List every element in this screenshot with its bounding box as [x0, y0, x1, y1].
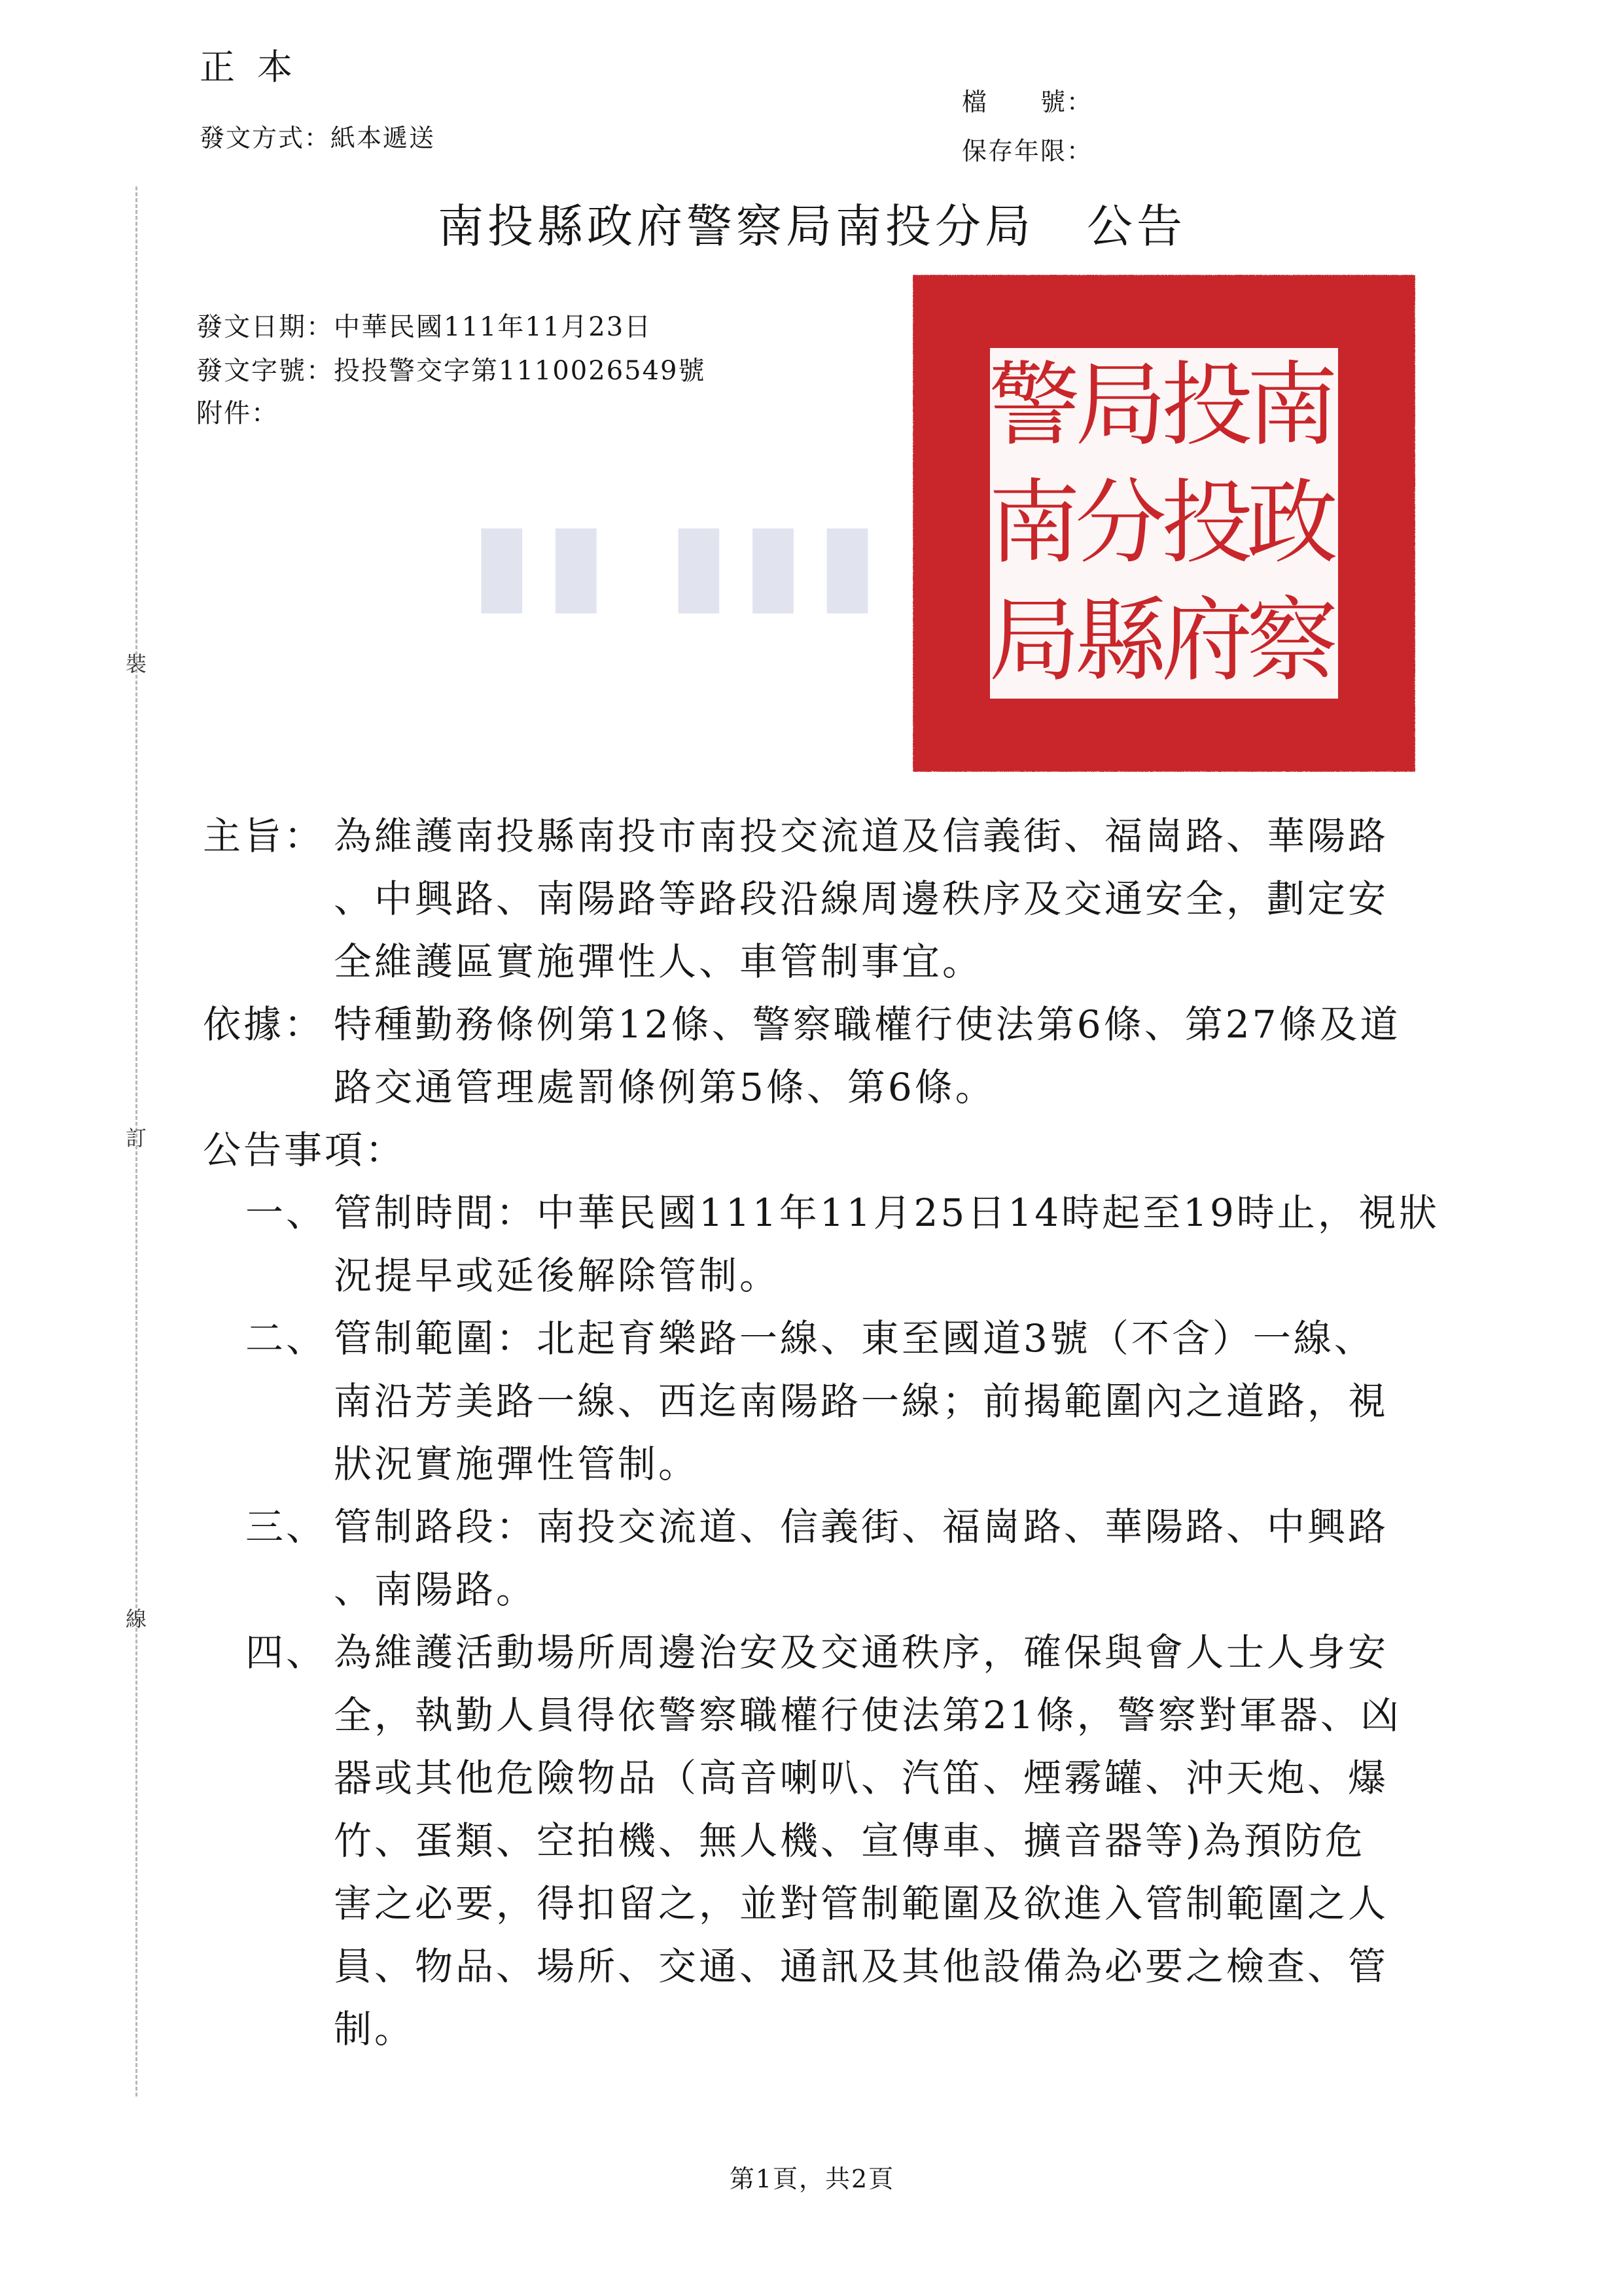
- agency-name: 南投縣政府警察局南投分局: [438, 200, 1034, 253]
- official-seal: [913, 275, 1415, 772]
- binding-mark-2: 訂: [126, 1126, 147, 1151]
- faint-stamp-smudge: ▮▮ ▮▮▮: [471, 497, 891, 627]
- delivery-method: 發文方式：紙本遞送: [200, 124, 436, 152]
- subject-label: 主旨：: [203, 814, 325, 858]
- seal-character: 警: [988, 352, 1081, 459]
- notice-item-number-3: 三、: [245, 1505, 327, 1549]
- seal-character: 投: [1161, 470, 1254, 577]
- notice-item-number-2: 二、: [245, 1316, 327, 1361]
- seal-character: 投: [1161, 352, 1254, 459]
- notice-item-text-4: 為維護活動場所周邊治安及交通秩序，確保與會人士人身安 全，執勤人員得依警察職權行使法第21條，警察對軍器、凶 器或其他危險物品（高音喇叭、汽笛、煙霧罐、沖天炮、爆 竹、蛋類、空拍機、無人機、宣傳車、擴音器等)為預防危 害之必要，得扣留之，並對管制範圍及欲進入管制範圍之人 員、物品、場所、交通、通訊及其他設備為必要之檢查、管 制。: [334, 1630, 1402, 2051]
- seal-character: 南: [1246, 352, 1339, 459]
- seal-character: 分: [1074, 470, 1167, 577]
- document-type: 公告: [1087, 200, 1186, 253]
- notice-item-number-4: 四、: [245, 1630, 327, 1675]
- binding-mark-1: 裝: [126, 652, 147, 676]
- binding-mark-3: 線: [126, 1607, 147, 1631]
- file-number-label: 檔 號：: [962, 88, 1093, 116]
- page-number: 第1頁，共2頁: [729, 2165, 895, 2193]
- notice-item-text-1: 管制時間：中華民國111年11月25日14時起至19時止，視狀 況提早或延後解除管制。: [334, 1191, 1439, 1298]
- document-title: [0, 190, 1624, 256]
- basis-label: 依據：: [203, 1002, 325, 1047]
- issue-date: 發文日期：中華民國111年11月23日: [196, 312, 652, 342]
- notice-item-text-3: 管制路段：南投交流道、信義街、福崗路、華陽路、中興路 、南陽路。: [334, 1505, 1389, 1612]
- basis-text: 特種勤務條例第12條、警察職權行使法第6條、第27條及道 路交通管理處罰條例第5條、第6條。: [334, 1002, 1401, 1109]
- seal-character: 政: [1246, 470, 1339, 577]
- seal-character: 察: [1246, 587, 1339, 695]
- seal-character: 局: [1074, 352, 1167, 459]
- notice-item-text-2: 管制範圍：北起育樂路一線、東至國道3號（不含）一線、 南沿芳美路一線、西迄南陽路一線；前揭範圍內之道路，視 狀況實施彈性管制。: [334, 1316, 1389, 1486]
- seal-character: 局: [988, 587, 1081, 695]
- subject-text: 為維護南投縣南投市南投交流道及信義街、福崗路、華陽路 、中興路、南陽路等路段沿線周邊秩序及交通安全，劃定安 全維護區實施彈性人、車管制事宜。: [334, 814, 1389, 984]
- seal-character: 縣: [1074, 587, 1167, 695]
- seal-character: 府: [1161, 587, 1254, 695]
- copy-type-label: 正本: [200, 46, 315, 88]
- retention-period-label: 保存年限：: [962, 137, 1093, 165]
- seal-character: 南: [988, 470, 1081, 577]
- attachment-label: 附件：: [196, 398, 279, 428]
- notice-label: 公告事項：: [203, 1128, 406, 1172]
- issue-number: 發文字號：投投警交字第1110026549號: [196, 356, 706, 386]
- notice-item-number-1: 一、: [245, 1191, 327, 1235]
